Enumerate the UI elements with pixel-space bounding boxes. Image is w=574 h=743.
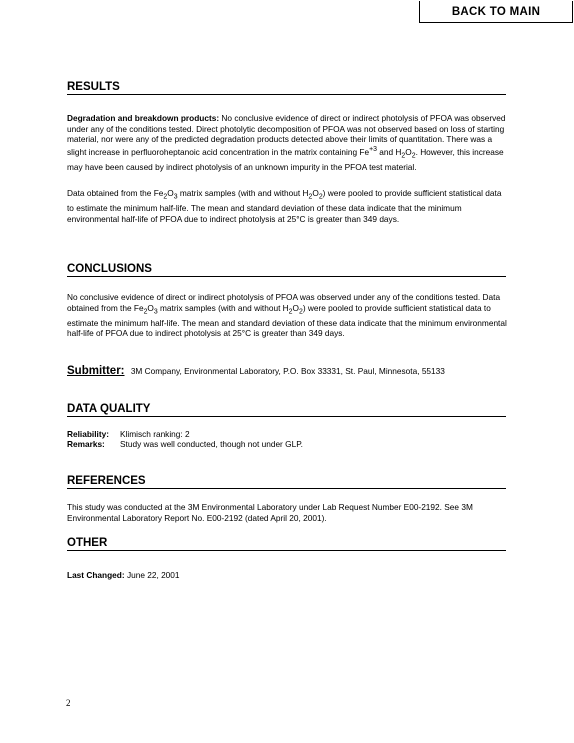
text: ) were pooled to provide sufficient statistical data to estimate the minimum half-life. The mean and standard deviation of these data indicate that the minimum environmental half-life of PFOA due to indirect photolysis at 25°C is greater than 349 days.: [67, 302, 507, 339]
subscript: 2: [401, 152, 406, 160]
subscript: 3: [153, 308, 158, 316]
degradation-lead: Degradation and breakdown products:: [67, 113, 220, 123]
text: O: [292, 302, 299, 313]
data-quality-heading: DATA QUALITY: [67, 402, 506, 417]
submitter-value: 3M Company, Environmental Laboratory, P.O. Box 33331, St. Paul, Minnesota, 55133: [130, 366, 445, 376]
text: and H: [376, 146, 402, 157]
conclusions-heading: CONCLUSIONS: [67, 262, 506, 277]
text: O: [312, 188, 319, 198]
text: matrix samples (with and without H: [177, 188, 309, 198]
text: ) were pooled to provide sufficient statistical data to estimate the minimum half-life. The mean and standard deviation of these data indicate that the minimum environmental half-life of PFOA due to indirect photolysis at 25°C is greater than 349 days.: [67, 188, 502, 224]
text: No conclusive evidence of direct or indirect photolysis of PFOA was observed under any of the conditions tested. Data obtained from the Fe: [67, 292, 501, 313]
references-paragraph: This study was conducted at the 3M Environmental Laboratory under Lab Request Number E00-2192. See 3M Environmental Laboratory Report No. E00-2192 (dated April 20, 2001).: [67, 502, 473, 523]
subscript: 2: [318, 193, 323, 201]
other-heading: OTHER: [67, 536, 506, 551]
last-changed-value: June 22, 2001: [126, 570, 180, 580]
reliability-row: [67, 429, 190, 440]
submitter-row: [67, 366, 445, 377]
remarks-row: [67, 439, 303, 450]
remarks-label: Remarks:: [67, 439, 105, 449]
last-changed-label: Last Changed:: [67, 570, 125, 580]
text: matrix samples (with and without H: [157, 302, 289, 313]
submitter-label: Submitter:: [67, 365, 125, 377]
subscript: 2: [143, 308, 148, 316]
reliability-value: Klimisch ranking: 2: [120, 429, 190, 439]
remarks-value: Study was well conducted, though not under GLP.: [120, 439, 303, 449]
references-heading: REFERENCES: [67, 474, 506, 489]
results-paragraph-half-life: [67, 188, 509, 224]
subscript: 2: [308, 193, 313, 201]
results-heading: RESULTS: [67, 80, 506, 95]
last-changed-row: [67, 570, 180, 581]
text: O: [405, 146, 412, 157]
text: O: [147, 302, 154, 313]
conclusions-paragraph: [67, 292, 509, 339]
subscript: 2: [298, 308, 303, 316]
text: . However, this increase may have been caused by indirect photolysis of an unknown impurity in the PFOA test material.: [67, 146, 504, 172]
subscript: 2: [288, 308, 293, 316]
results-paragraph-degradation: [67, 113, 509, 172]
page-number: 2: [66, 698, 71, 708]
reliability-label: Reliability:: [67, 429, 109, 439]
subscript: 2: [163, 193, 168, 201]
superscript: +3: [369, 145, 377, 153]
text: Data obtained from the Fe: [67, 188, 164, 198]
subscript: 3: [173, 193, 178, 201]
text: O: [167, 188, 174, 198]
text: No conclusive evidence of direct or indirect photolysis of PFOA was observed under any of the conditions tested. Direct photolytic decomposition of PFOA was not observed based on loss of starting material, nor were any of the predicted degradation products detected above their limits of quantitation. There was a slight increase in perfluoroheptanoic acid concentration in the matrix containing Fe: [67, 113, 506, 157]
back-to-main-button[interactable]: BACK TO MAIN: [419, 1, 573, 23]
subscript: 2: [411, 152, 416, 160]
